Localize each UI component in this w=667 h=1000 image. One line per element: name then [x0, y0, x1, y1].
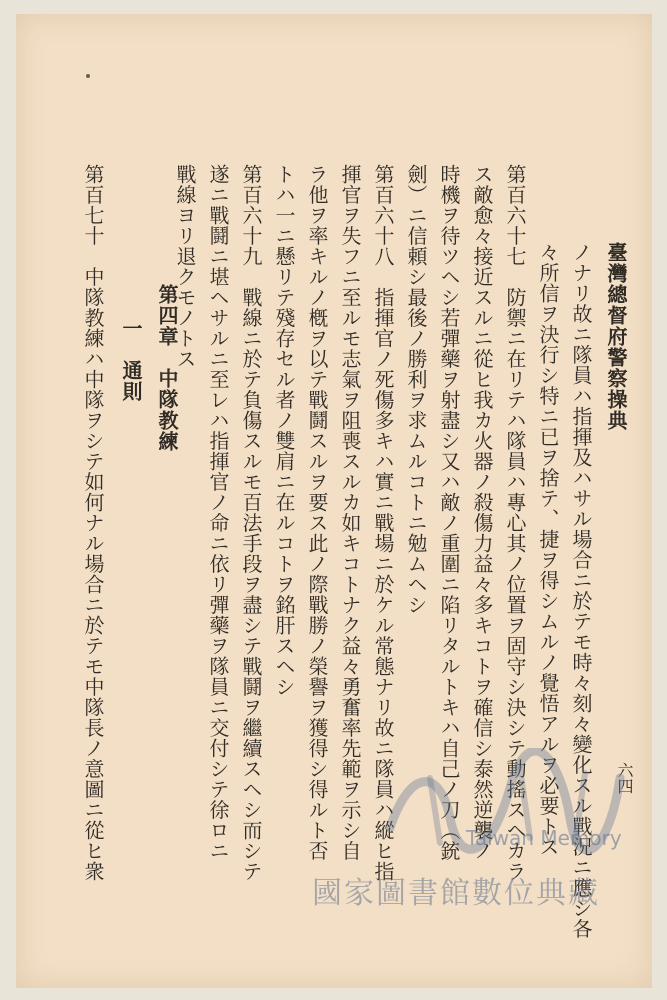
library-watermark: [300, 748, 640, 938]
text-column-1: ノナリ故ニ隊員ハ指揮及ハサル場合ニ於テモ時々刻々變化スル戰況ニ應シ各: [569, 242, 593, 939]
text-column-6: 劍）ニ信頼シ最後ノ勝利ヲ求ムルコトニ勉ムヘシ: [404, 164, 428, 615]
watermark-english: Taiwan Memory: [466, 826, 622, 850]
text-column-13: 戰線ヨリ退クモノトス: [173, 164, 197, 369]
ink-speck: [86, 74, 90, 78]
article-168-column: 第百六十八 指揮官ノ死傷多キハ實ニ戰場ニ於ケル常態ナリ故ニ隊員ハ縱ヒ指: [371, 164, 395, 882]
text-column-10: トハ一ニ懸リテ殘存セル者ノ雙肩ニ在ルコトヲ銘肝スヘシ: [272, 164, 296, 697]
text-column-8: 揮官ヲ失フニ至ルモ志氣ヲ阻喪スルカ如キコトナク益々勇奮率先範ヲ示シ自: [338, 164, 362, 861]
section-heading: 一 通則: [119, 318, 143, 402]
text-column-2: 々所信ヲ決行シ特ニ已ヲ捨テ、捷ヲ得シムルノ覺悟アルヲ必要トス: [536, 242, 560, 857]
article-170-column: 第百七十 中隊教練ハ中隊ヲシテ如何ナル場合ニ於テモ中隊長ノ意圖ニ從ヒ衆: [81, 164, 105, 882]
watermark-chinese: 國家圖書館數位典藏: [312, 876, 600, 911]
text-column-12: 遂ニ戰鬪ニ堪ヘサルニ至レハ指揮官ノ命ニ依リ彈藥ヲ隊員ニ交付シテ徐ロニ: [206, 164, 230, 861]
article-169-column: 第百六十九 戰線ニ於テ負傷スルモ百法手段ヲ盡シテ戰鬪ヲ繼續スヘシ而シテ: [239, 164, 263, 882]
text-column-9: ラ他ヲ率キルノ槪ヲ以テ戰鬪スルヲ要ス此ノ際戰勝ノ榮譽ヲ獲得シ得ルト否: [305, 164, 329, 861]
article-167-column: 第百六十七 防禦ニ在リテハ隊員ハ專心其ノ位置ヲ固守シ決シテ動搖スヘカラ: [503, 164, 527, 882]
book-title: 臺灣總督府警察操典: [604, 242, 628, 431]
text-column-4: ス敵愈々接近スルニ從ヒ我カ火器ノ殺傷力益々多キコトヲ確信シ泰然逆襲ノ: [470, 164, 494, 861]
chapter-heading: 第四章 中隊教練: [155, 284, 179, 452]
page-number: 六四: [615, 762, 634, 794]
text-column-5: 時機ヲ待ツヘシ若彈藥ヲ射盡シ又ハ敵ノ重圍ニ陷リタルトキハ自己ノ刀（銃: [437, 164, 461, 861]
